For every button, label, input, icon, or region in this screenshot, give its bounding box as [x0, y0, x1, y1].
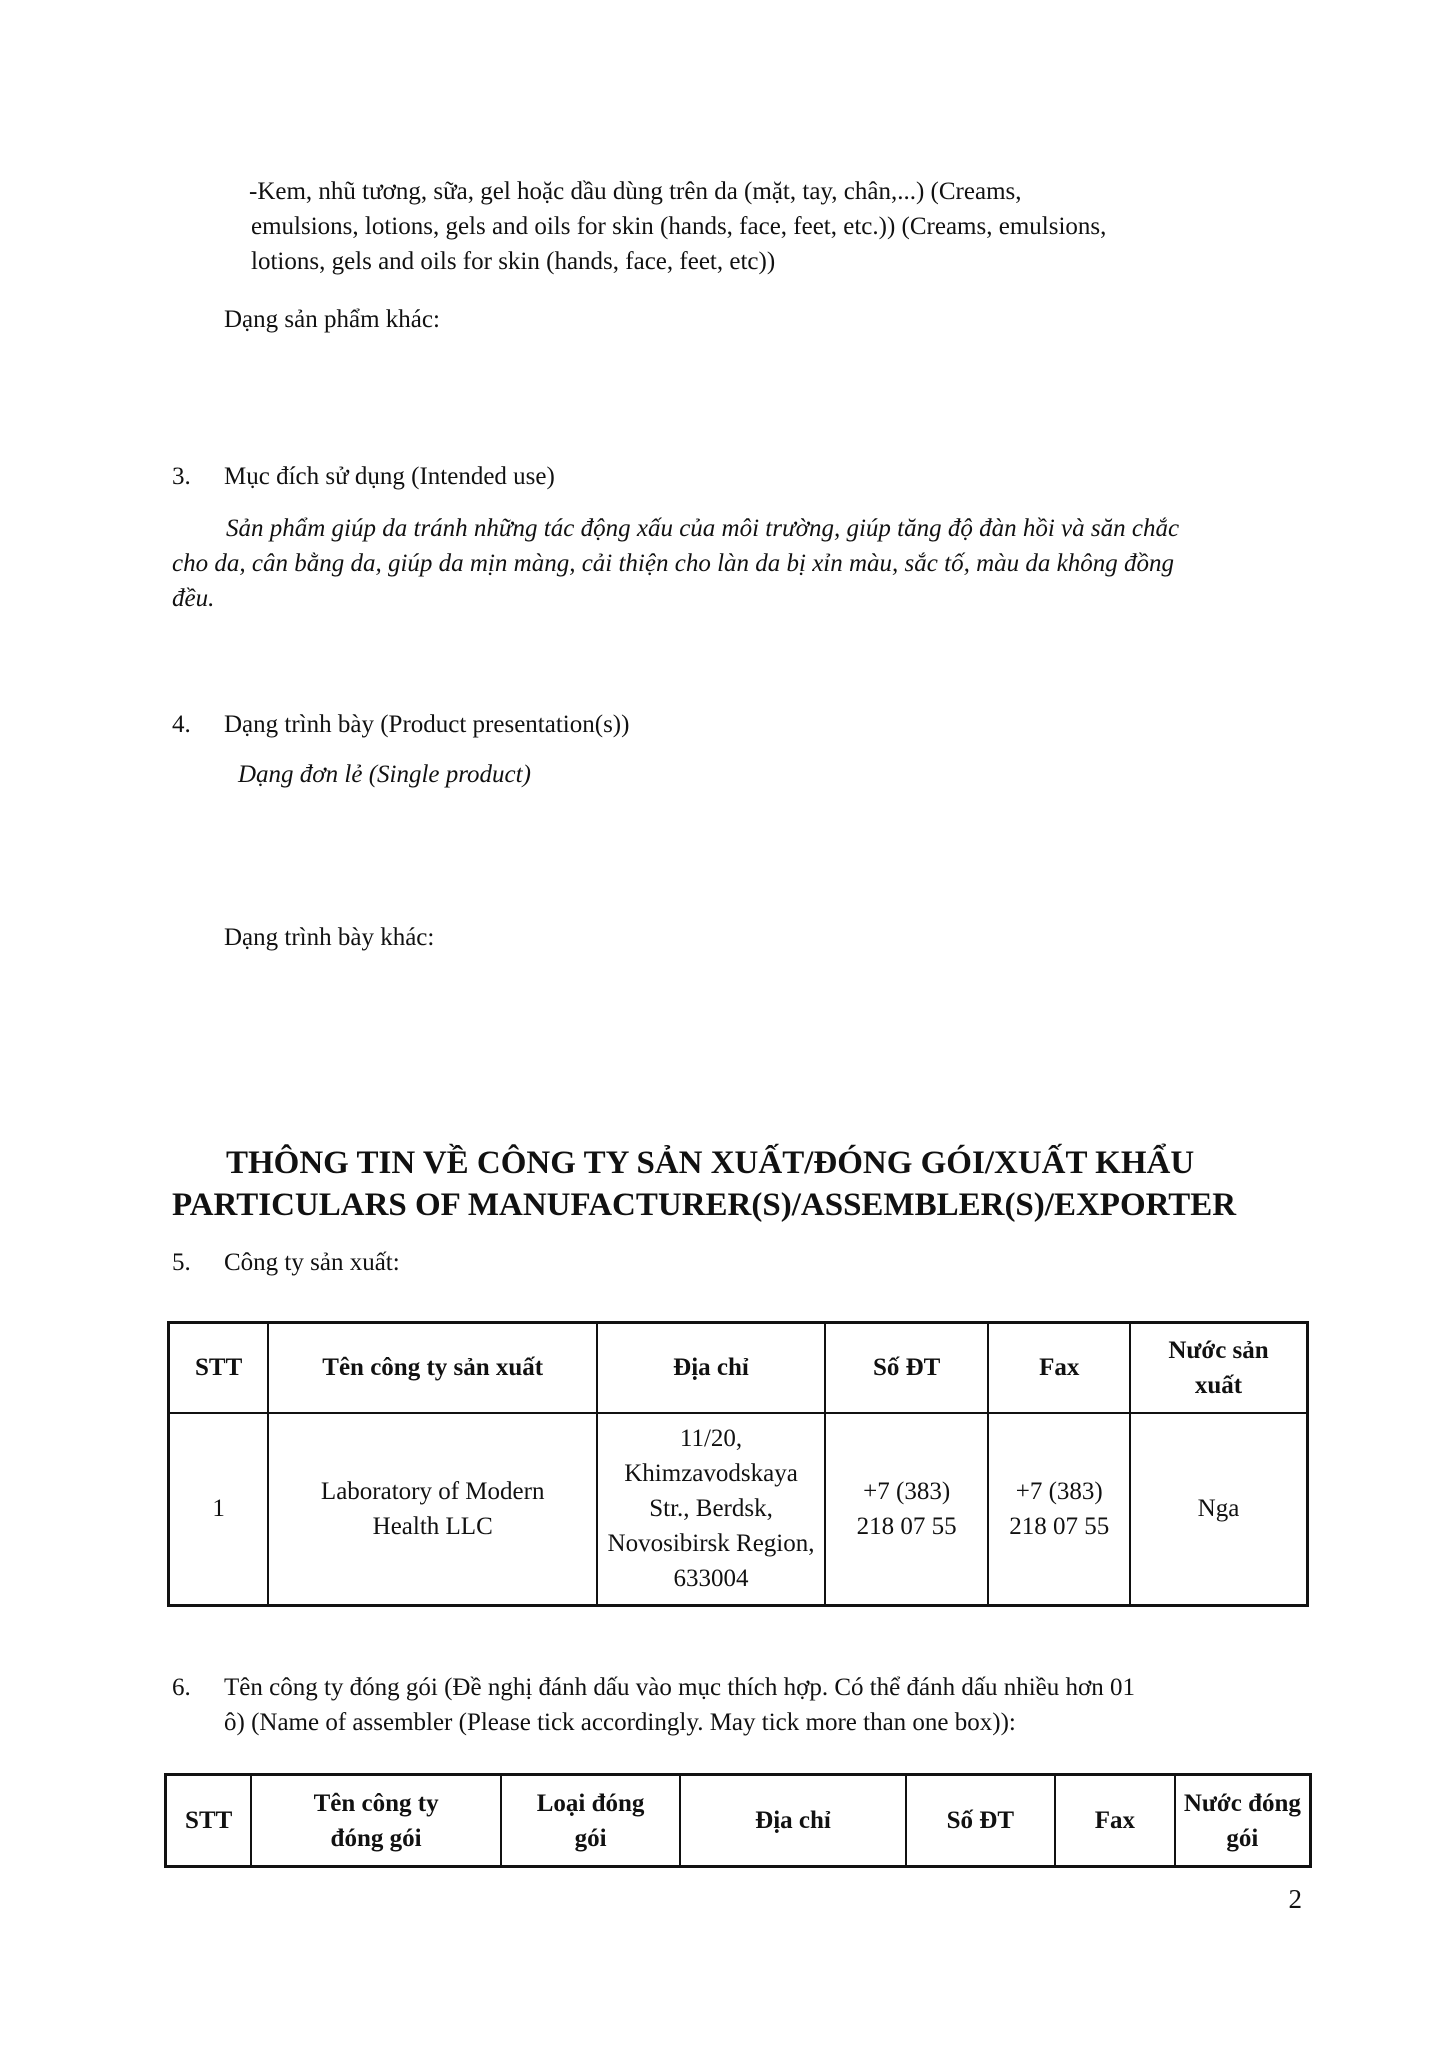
header-manufacturer-name: Tên công ty sản xuất	[268, 1323, 597, 1413]
cell-address: 11/20, Khimzavodskaya Str., Berdsk, Novosibirsk Region, 633004	[597, 1413, 825, 1606]
header-address: Địa chỉ	[597, 1323, 825, 1413]
intro-line-1: -Kem, nhũ tương, sữa, gel hoặc dầu dùng trên da (mặt, tay, chân,...) (Creams,	[249, 178, 1022, 205]
intro-line-2: emulsions, lotions, gels and oils for skin (hands, face, feet, etc.)) (Creams, emulsions,	[251, 213, 1107, 240]
table-row	[169, 1413, 1308, 1606]
section-5-number: 5.	[172, 1249, 191, 1276]
section-3-text-line-1: Sản phẩm giúp da tránh những tác động xấu của môi trường, giúp tăng độ đàn hồi và săn chắc	[226, 515, 1180, 542]
heading-vi: THÔNG TIN VỀ CÔNG TY SẢN XUẤT/ĐÓNG GÓI/XUẤT KHẨU	[226, 1145, 1195, 1181]
header-assembler-name: Tên công ty đóng gói	[251, 1775, 500, 1867]
cell-fax: +7 (383) 218 07 55	[988, 1413, 1130, 1606]
manufacturer-table	[167, 1321, 1309, 1607]
section-5-title: Công ty sản xuất:	[224, 1249, 400, 1276]
section-6-number: 6.	[172, 1674, 191, 1701]
header-phone: Số ĐT	[825, 1323, 989, 1413]
header-stt: STT	[169, 1323, 269, 1413]
cell-phone: +7 (383) 218 07 55	[825, 1413, 989, 1606]
page-number: 2	[1288, 1884, 1302, 1914]
section-4-title: Dạng trình bày (Product presentation(s))	[224, 711, 630, 738]
section-6-line-1: Tên công ty đóng gói (Đề nghị đánh dấu vào mục thích hợp. Có thể đánh dấu nhiều hơn 01	[224, 1674, 1135, 1701]
header-phone: Số ĐT	[906, 1775, 1056, 1867]
other-product-form-label: Dạng sản phẩm khác:	[224, 306, 440, 333]
header-packaging-country: Nước đóng gói	[1175, 1775, 1311, 1867]
cell-manufacturer-name: Laboratory of Modern Health LLC	[268, 1413, 597, 1606]
header-fax: Fax	[988, 1323, 1130, 1413]
header-address: Địa chỉ	[680, 1775, 905, 1867]
other-presentation-label: Dạng trình bày khác:	[224, 924, 435, 951]
assembler-table-header	[166, 1775, 1311, 1867]
section-6-line-2: ô) (Name of assembler (Please tick accordingly. May tick more than one box)):	[224, 1709, 1016, 1736]
cell-country: Nga	[1130, 1413, 1307, 1606]
heading-en: PARTICULARS OF MANUFACTURER(S)/ASSEMBLER(S)/EXPORTER	[172, 1187, 1237, 1223]
header-packaging-type: Loại đóng gói	[501, 1775, 681, 1867]
section-4-value: Dạng đơn lẻ (Single product)	[238, 761, 531, 788]
header-country: Nước sản xuất	[1130, 1323, 1307, 1413]
header-stt: STT	[166, 1775, 252, 1867]
assembler-table	[164, 1773, 1312, 1868]
section-3-number: 3.	[172, 463, 191, 490]
section-3-text-line-2: cho da, cân bằng da, giúp da mịn màng, cải thiện cho làn da bị xỉn màu, sắc tố, màu da không đồng	[172, 550, 1174, 577]
cell-stt: 1	[169, 1413, 269, 1606]
section-3-text-line-3: đều.	[172, 585, 215, 612]
header-fax: Fax	[1055, 1775, 1175, 1867]
section-4-number: 4.	[172, 711, 191, 738]
intro-line-3: lotions, gels and oils for skin (hands, face, feet, etc))	[251, 248, 776, 275]
section-3-title: Mục đích sử dụng (Intended use)	[224, 463, 555, 490]
manufacturer-table-header	[169, 1323, 1308, 1413]
